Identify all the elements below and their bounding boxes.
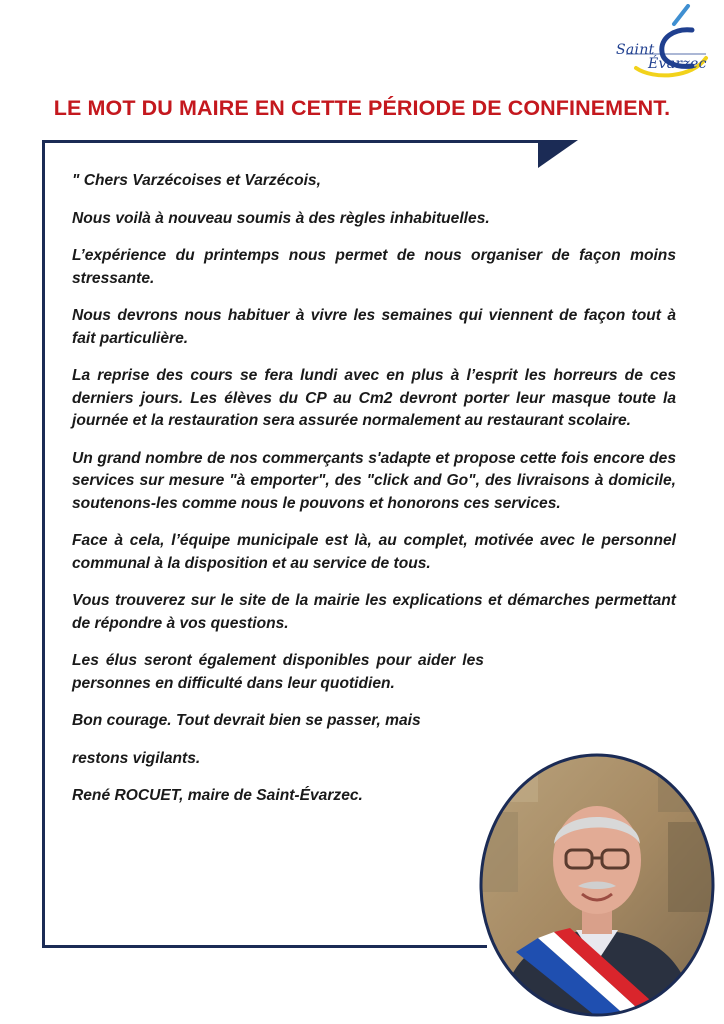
logo-text-evarzec: Évarzec bbox=[648, 56, 707, 72]
page-title: LE MOT DU MAIRE EN CETTE PÉRIODE DE CONFINEMENT. bbox=[53, 96, 671, 120]
letter-paragraph: La reprise des cours se fera lundi avec en plus à l’esprit les horreurs de ces derniers jours. Les élèves du CP au Cm2 devront porter leur masque toute la journée et la restauration sera assurée normalement au restaurant scolaire. bbox=[72, 367, 676, 429]
logo-text-saint: Saint bbox=[616, 42, 655, 58]
letter-paragraph: L’expérience du printemps nous permet de nous organiser de façon moins stressante. bbox=[72, 247, 676, 287]
frame-top-border bbox=[42, 140, 542, 143]
letter-paragraph: Nous voilà à nouveau soumis à des règles inhabituelles. bbox=[72, 209, 490, 227]
letter-paragraph: Bon courage. Tout devrait bien se passer, mais bbox=[72, 712, 421, 729]
saint-evarzec-logo bbox=[596, 4, 720, 78]
mayor-photo bbox=[478, 752, 716, 1018]
frame-corner-triangle bbox=[538, 140, 578, 168]
letter-signature: René ROCUET, maire de Saint-Évarzec. bbox=[72, 787, 363, 804]
letter-paragraph: Nous devrons nous habituer à vivre les semaines qui viennent de façon tout à fait particulière. bbox=[72, 307, 676, 347]
letter-paragraph: restons vigilants. bbox=[72, 749, 201, 767]
frame-left-border bbox=[42, 140, 45, 948]
frame-bottom-border bbox=[42, 945, 487, 948]
mayor-letter bbox=[72, 170, 676, 823]
letter-greeting: " Chers Varzécoises et Varzécois, bbox=[72, 172, 321, 189]
letter-paragraph: Les élus seront également disponibles pour aider les personnes en difficulté dans leur quotidien. bbox=[72, 652, 484, 692]
letter-paragraph: Vous trouverez sur le site de la mairie les explications et démarches permettant de répondre à vos questions. bbox=[72, 592, 676, 632]
letter-paragraph: Un grand nombre de nos commerçants s'adapte et propose cette fois encore des services sur mesure "à emporter", des "click and Go", des livraisons à domicile, soutenons-les comme nous le pouvons et honorons ces services. bbox=[72, 449, 676, 512]
letter-paragraph: Face à cela, l’équipe municipale est là, au complet, motivée avec le personnel communal à la disposition et au service de tous. bbox=[72, 532, 676, 572]
